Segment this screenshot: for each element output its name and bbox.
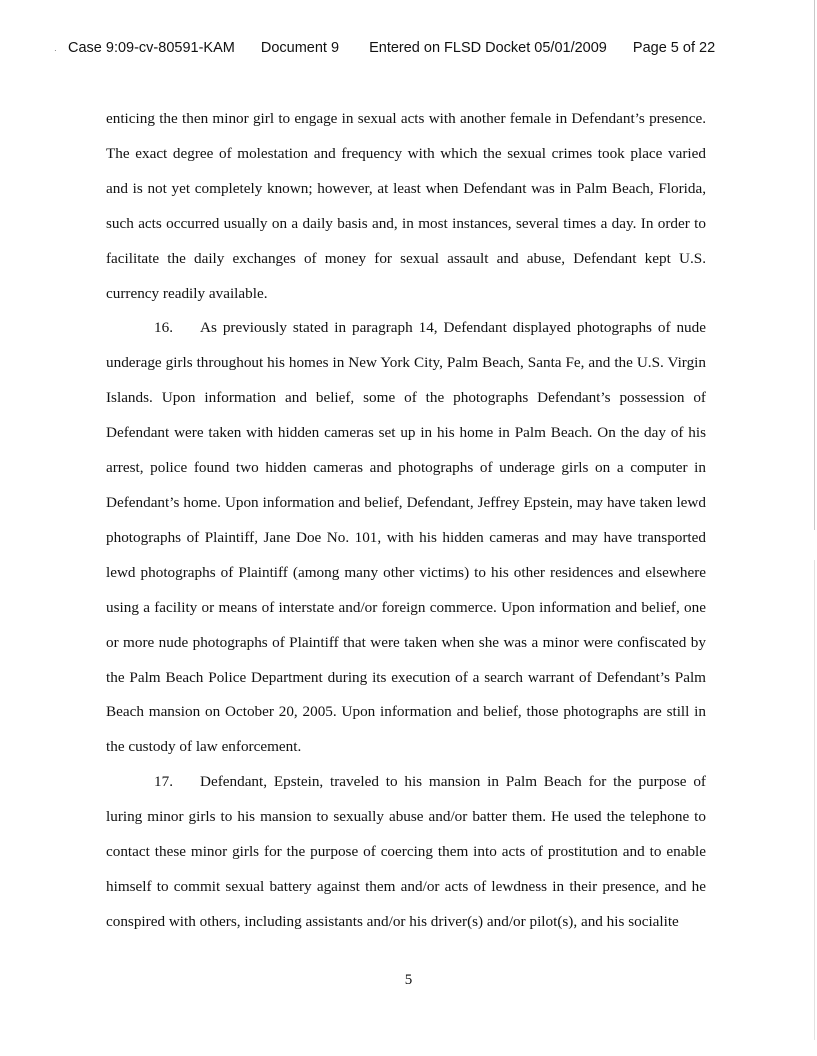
header-page-count: Page 5 of 22 [632, 40, 716, 56]
paragraph-number: 17. [154, 773, 173, 791]
scan-edge-line-lower [814, 560, 815, 1040]
paragraph-number: 16. [154, 319, 173, 337]
paragraph-16 [106, 311, 706, 765]
header-case-number: Case 9:09-cv-80591-KAM [68, 40, 235, 56]
header-document-number: Document 9 [260, 40, 340, 56]
scan-edge-line [814, 0, 815, 530]
docket-header [58, 40, 758, 56]
paragraph-17 [106, 765, 706, 940]
page-number: 5 [404, 972, 413, 988]
paragraph-text: Defendant, Epstein, traveled to his mansion in Palm Beach for the purpose of luring minor girls to his mansion to sexually abuse and/or batter them. He used the telephone to contact these minor girls for the purpose of coercing them into acts of prostitution and to enable himself to commit sexual battery against them and/or acts of lewdness in their presence, and he conspired with others, including assistants and/or his driver(s) and/or pilot(s), and his socialite [106, 773, 706, 930]
scan-mark: · [54, 46, 57, 55]
header-entered-date: Entered on FLSD Docket 05/01/2009 [369, 40, 607, 56]
paragraph-text: As previously stated in paragraph 14, Defendant displayed photographs of nude underage girls throughout his homes in New York City, Palm Beach, Santa Fe, and the U.S. Virgin Islands. Upon information and belief, some of the photographs Defendant’s possession of Defendant were taken with hidden cameras set up in his home in Palm Beach. On the day of his arrest, police found two hidden cameras and photographs of underage girls on a computer in Defendant’s home. Upon information and belief, Defendant, Jeffrey Epstein, may have taken lewd photographs of Plaintiff, Jane Doe No. 101, with his hidden cameras and may have transported lewd photographs of Plaintiff (among many other victims) to his other residences and elsewhere using a facility or means of interstate and/or foreign commerce. Upon information and belief, one or more nude photographs of Plaintiff that were taken when she was a minor were confiscated by the Palm Beach Police Department during its execution of a search warrant of Defendant’s Palm Beach mansion on October 20, 2005. Upon information and belief, those photographs are still in the custody of law enforcement. [106, 319, 706, 756]
document-body [106, 102, 706, 940]
paragraph-text: enticing the then minor girl to engage in sexual acts with another female in Defendant’s presence. The exact degree of molestation and frequency with which the sexual crimes took place varied and is not yet completely known; however, at least when Defendant was in Palm Beach, Florida, such acts occurred usually on a daily basis and, in most instances, several times a day. In order to facilitate the daily exchanges of money for sexual assault and abuse, Defendant kept U.S. currency readily available. [106, 110, 706, 302]
paragraph-continuation [106, 102, 706, 311]
